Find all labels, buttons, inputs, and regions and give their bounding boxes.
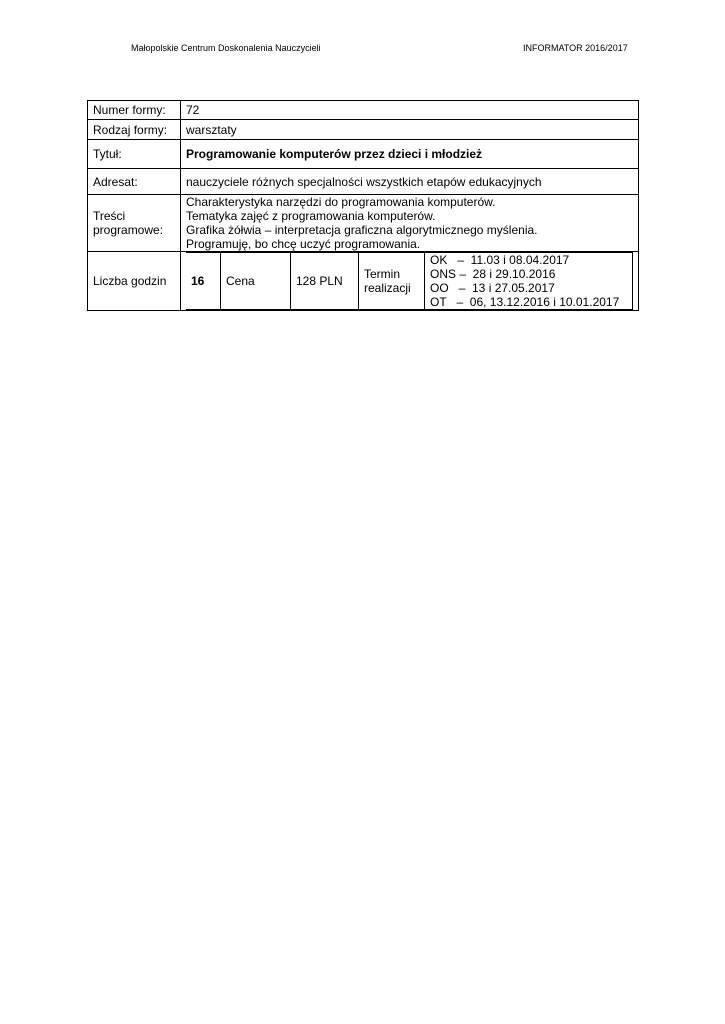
adresat-label: Adresat: [88,169,181,195]
cena-label: Cena [221,253,291,310]
rodzaj-label: Rodzaj formy: [88,120,181,140]
termin-item: OO – 13 i 27.05.2017 [430,281,555,295]
course-form-table [87,100,639,311]
tresci-label-line-1: Treści [93,209,126,223]
tytul-label: Tytuł: [88,140,181,169]
row-numer [88,101,639,120]
row-tytul [88,140,639,169]
tresci-item: Programuję, bo chcę uczyć programowania. [186,237,421,251]
row-tresci [88,195,639,252]
row-details [88,252,639,311]
termin-label [359,253,425,310]
header-institution: Małopolskie Centrum Doskonalenia Nauczycieli [131,43,321,53]
termin-label-line-2: realizacji [364,281,411,295]
termin-label-line-1: Termin [364,267,401,281]
tresci-item: Grafika żółwia – interpretacja graficzna algorytmicznego myślenia. [186,223,538,237]
header-informator: INFORMATOR 2016/2017 [523,43,628,53]
godzin-label: Liczba godzin [88,252,181,311]
tresci-item: Tematyka zajęć z programowania komputerów. [186,209,436,223]
rodzaj-value: warsztaty [181,120,639,140]
termin-item: OT – 06, 13.12.2016 i 10.01.2017 [430,295,620,309]
termin-item: ONS – 28 i 29.10.2016 [430,267,556,281]
tresci-value [181,195,639,252]
row-rodzaj [88,120,639,140]
details-subtable [186,252,633,310]
tresci-item: Charakterystyka narzędzi do programowania komputerów. [186,195,496,209]
tresci-label-line-2: programowe: [93,223,164,237]
adresat-value: nauczyciele różnych specjalności wszystkich etapów edukacyjnych [181,169,639,195]
numer-label: Numer formy: [88,101,181,120]
terminy-value [425,253,633,310]
tytul-value: Programowanie komputerów przez dzieci i młodzież [181,140,639,169]
details-cell [181,252,639,311]
row-adresat [88,169,639,195]
termin-item: OK – 11.03 i 08.04.2017 [430,253,570,267]
cena-value: 128 PLN [291,253,359,310]
tresci-label [88,195,181,252]
numer-value: 72 [181,101,639,120]
godzin-value: 16 [186,253,221,310]
